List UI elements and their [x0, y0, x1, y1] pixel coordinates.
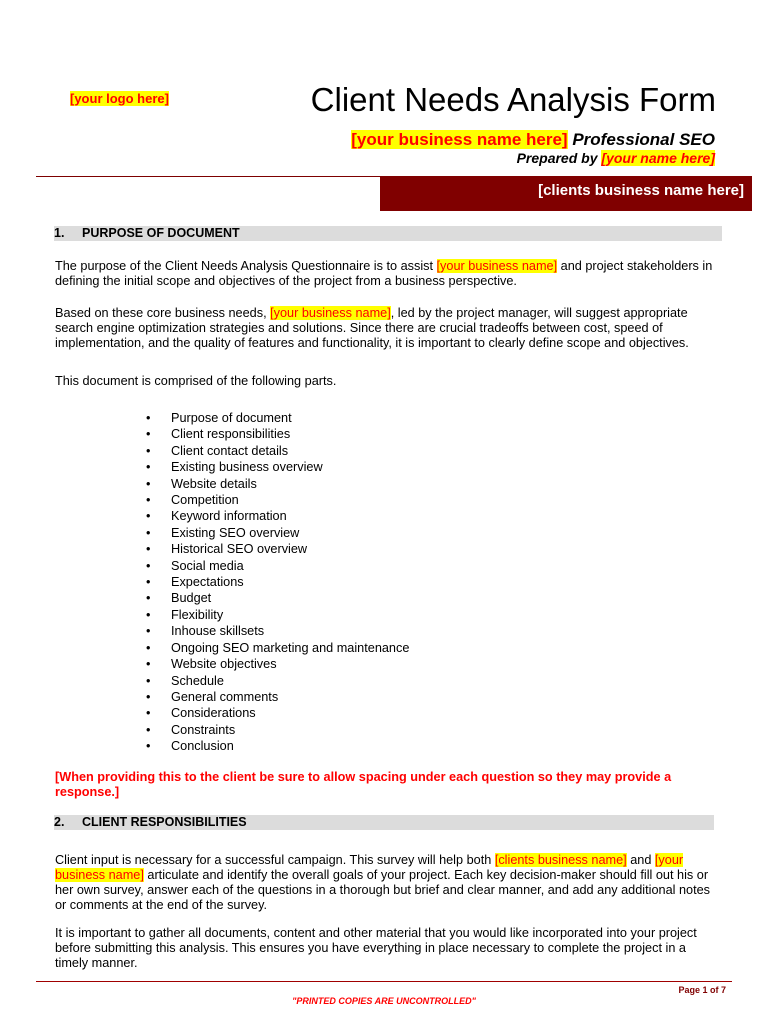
list-item-label: Keyword information [171, 509, 287, 524]
list-item-label: General comments [171, 689, 279, 704]
core-needs-paragraph [55, 306, 715, 351]
text-run: , led by the project manager, will suggest appropriate search engine optimization strategies and solutions. Since there are crucial tradeoffs between cost, speed of implementation, and the quality of features and functionality, it is important to clearly define scope and objectives. [55, 306, 689, 350]
parts-intro: This document is comprised of the following parts. [55, 374, 337, 388]
list-item [146, 426, 409, 442]
list-item-label: Conclusion [171, 739, 234, 754]
clients-business-name-placeholder: [clients business name] [494, 853, 627, 867]
printed-copies-notice: "PRINTED COPIES ARE UNCONTROLLED" [292, 996, 476, 1006]
document-subtitle [351, 130, 715, 150]
list-item [146, 443, 409, 459]
list-item [146, 492, 409, 508]
logo-placeholder: [your logo here] [70, 91, 169, 106]
bullet-icon: • [146, 591, 151, 606]
list-item-label: Existing business overview [171, 460, 323, 475]
list-item [146, 705, 409, 721]
list-item [146, 525, 409, 541]
bullet-icon: • [146, 673, 151, 688]
business-name-placeholder: [your business name here] [351, 130, 568, 149]
list-item-label: Client contact details [171, 443, 289, 458]
text-run: Based on these core business needs, [55, 306, 271, 320]
list-item-label: Flexibility [171, 607, 224, 622]
list-item-label: Schedule [171, 673, 224, 688]
list-item-label: Website objectives [171, 657, 277, 672]
list-item [146, 558, 409, 574]
list-item [146, 476, 409, 492]
list-item [146, 738, 409, 754]
business-name-placeholder: [your business name] [55, 853, 684, 882]
list-item-label: Inhouse skillsets [171, 624, 265, 639]
text-run: and project stakeholders in defining the initial scope and objectives of the project from a business perspective. [55, 259, 713, 288]
bullet-icon: • [146, 607, 151, 622]
section-title: CLIENT RESPONSIBILITIES [82, 815, 247, 829]
section-number: 1. [54, 226, 65, 240]
list-item [146, 574, 409, 590]
bullet-icon: • [146, 493, 151, 508]
list-item [146, 689, 409, 705]
list-item-label: Historical SEO overview [171, 542, 308, 557]
bullet-icon: • [146, 689, 151, 704]
list-item [146, 722, 409, 738]
list-item [146, 459, 409, 475]
list-item-label: Purpose of document [171, 411, 292, 425]
page-number: Page 1 of 7 [678, 985, 726, 995]
list-item [146, 590, 409, 606]
bullet-icon: • [146, 443, 151, 458]
section-title: PURPOSE OF DOCUMENT [82, 226, 240, 240]
list-item-label: Client responsibilities [171, 427, 291, 442]
text-run: articulate and identify the overall goals of your project. Each key decision-maker should fill out his or her own survey, answer each of the questions in a thorough but brief and clear manner, and add any additional notes or comments at the end of the survey. [55, 868, 711, 912]
text-run: Client input is necessary for a successful campaign. This survey will help both [55, 853, 495, 867]
bullet-icon: • [146, 411, 151, 425]
business-name-placeholder: [your business name] [436, 259, 558, 273]
document-parts-list [146, 410, 409, 755]
section-heading-purpose [54, 226, 722, 241]
list-item [146, 656, 409, 672]
list-item-label: Budget [171, 591, 212, 606]
list-item-label: Existing SEO overview [171, 525, 300, 540]
prepared-by-line [517, 149, 715, 167]
list-item-label: Constraints [171, 722, 236, 737]
bullet-icon: • [146, 722, 151, 737]
bullet-icon: • [146, 624, 151, 639]
bullet-icon: • [146, 739, 151, 754]
prepared-by-label: Prepared by [516, 150, 598, 166]
list-item [146, 541, 409, 557]
section-number: 2. [54, 815, 65, 829]
list-item [146, 508, 409, 524]
text-run: and [626, 853, 655, 867]
list-item-label: Competition [171, 493, 239, 508]
bullet-icon: • [146, 575, 151, 590]
bullet-icon: • [146, 460, 151, 475]
purpose-paragraph [55, 259, 715, 289]
bullet-icon: • [146, 509, 151, 524]
client-input-paragraph [55, 853, 715, 913]
list-item-label: Website details [171, 476, 257, 491]
business-name-placeholder: [your business name] [270, 306, 391, 320]
bullet-icon: • [146, 542, 151, 557]
name-placeholder: [your name here] [601, 150, 715, 166]
list-item-label: Ongoing SEO marketing and maintenance [171, 640, 410, 655]
list-item [146, 607, 409, 623]
list-item [146, 673, 409, 689]
document-title: Client Needs Analysis Form [310, 81, 716, 118]
spacing-note: [When providing this to the client be sure to allow spacing under each question so they may provide a response.] [55, 770, 672, 799]
list-item [146, 640, 409, 656]
bullet-icon: • [146, 706, 151, 721]
list-item-label: Considerations [171, 706, 256, 721]
list-item [146, 410, 409, 426]
bullet-icon: • [146, 640, 151, 655]
bullet-icon: • [146, 657, 151, 672]
section-heading-client-responsibilities [54, 815, 714, 830]
list-item-label: Expectations [171, 575, 244, 590]
list-item-label: Social media [171, 558, 244, 573]
footer-divider [36, 981, 732, 982]
client-business-banner: [clients business name here] [380, 176, 752, 211]
bullet-icon: • [146, 476, 151, 491]
text-run: The purpose of the Client Needs Analysis Questionnaire is to assist [55, 259, 437, 273]
list-item [146, 623, 409, 639]
gather-documents-paragraph: It is important to gather all documents, content and other material that you would like incorporated into your project before submitting this analysis. This ensures you have everything in place necessary to complete the project in a timely manner. [55, 926, 697, 970]
bullet-icon: • [146, 525, 151, 540]
professional-seo-label: Professional SEO [572, 130, 715, 149]
bullet-icon: • [146, 427, 151, 442]
bullet-icon: • [146, 558, 151, 573]
